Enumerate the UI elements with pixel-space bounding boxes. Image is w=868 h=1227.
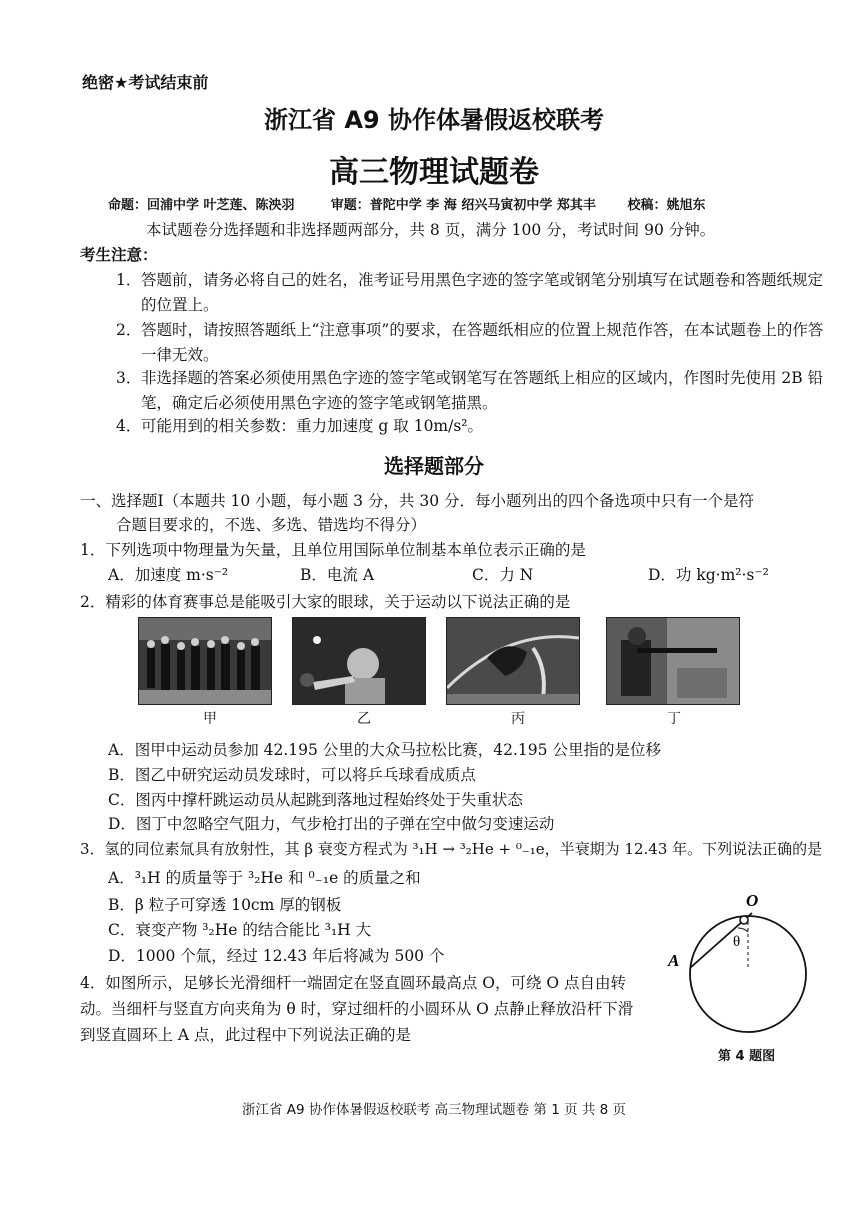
photo-table-tennis — [292, 617, 426, 705]
paper-title: 高三物理试题卷 — [329, 155, 539, 190]
photo-air-rifle — [606, 617, 740, 705]
figure-caption: 第 4 题图 — [718, 1049, 776, 1064]
q3-option-c: C．衰变产物 ³₂He 的结合能比 ³₁H 大 — [108, 921, 372, 939]
notice-item: 1． 答题前，请务必将自己的姓名，准考证号用黑色字迹的签字笔或钢笔分别填写在试题卷和答题纸规定的位置上。 — [116, 271, 824, 314]
photo-label-jia: 甲 — [203, 711, 217, 727]
label-o: O — [746, 891, 759, 910]
q2-option-b: B．图乙中研究运动员发球时，可以将乒乓球看成质点 — [108, 766, 476, 784]
photo-marathon — [138, 617, 272, 705]
photo-label-bing: 丙 — [511, 711, 525, 727]
photo-label-yi: 乙 — [357, 711, 371, 727]
q2-stem: 2．精彩的体育赛事总是能吸引大家的眼球，关于运动以下说法正确的是 — [80, 593, 571, 611]
photo-pole-vault — [446, 617, 580, 705]
q1-option-c: C．力 N — [472, 566, 534, 584]
q3-option-d: D．1000 个氚，经过 12.43 年后将减为 500 个 — [108, 947, 445, 965]
notice-heading: 考生注意： — [80, 246, 158, 264]
secrecy-mark: 绝密★考试结束前 — [82, 73, 209, 92]
q4-stem: 4．如图所示，足够长光滑细杆一端固定在竖直圆环最高点 O，可绕 O 点自由转动。当细杆与竖直方向夹角为 θ 时，穿过细杆的小圆环从 O 点静止释放沿杆下滑到竖直圆环上 A 点，此过程中下列说法正确的是 — [80, 974, 634, 1044]
label-a: A — [668, 951, 680, 970]
section-heading: 选择题部分 — [384, 454, 484, 478]
setter-info: 命题：回浦中学 叶芝莲、陈泱羽 — [108, 198, 295, 213]
reviewer-info: 审题：普陀中学 李 海 绍兴马寅初中学 郑其丰 — [330, 198, 596, 213]
part-instruction-cont: 合题目要求的，不选、多选、错选均不得分） — [116, 516, 427, 534]
q2-option-a: A．图甲中运动员参加 42.195 公里的大众马拉松比赛，42.195 公里指的是位移 — [108, 741, 661, 759]
exam-title: 浙江省 A9 协作体暑假返校联考 — [264, 106, 604, 134]
notice-item: 3． 非选择题的答案必须使用黑色字迹的签字笔或钢笔写在答题纸上相应的区域内，作图时先使用 2B 铅笔，确定后必须使用黑色字迹的签字笔或钢笔描黑。 — [116, 369, 824, 412]
decay-equation: ³₁H → ³₂He + ⁰₋₁e — [412, 840, 545, 858]
authors-line — [108, 194, 706, 213]
q4-figure — [660, 890, 840, 1035]
part-instruction: 一、选择题Ⅰ（本题共 10 小题，每小题 3 分，共 30 分．每小题列出的四个备选项中只有一个是符 — [80, 492, 754, 510]
label-theta: θ — [733, 934, 741, 950]
q3-stem: 3．氢的同位素氚具有放射性，其 β 衰变方程式为 ³₁H → ³₂He + ⁰₋₁e，半衰期为 12.43 年。下列说法正确的是 — [80, 840, 823, 858]
q2-option-d: D．图丁中忽略空气阻力，气步枪打出的子弹在空中做匀变速运动 — [108, 815, 555, 833]
intro-text: 本试题卷分选择题和非选择题两部分，共 8 页，满分 100 分，考试时间 90 分钟。 — [146, 221, 716, 239]
q1-option-a: A．加速度 m·s⁻² — [108, 566, 229, 584]
q2-option-c: C．图丙中撑杆跳运动员从起跳到落地过程始终处于失重状态 — [108, 791, 523, 809]
q1-option-d: D．功 kg·m²·s⁻² — [648, 566, 769, 584]
q1-option-b: B．电流 A — [300, 566, 375, 584]
proof-info: 校稿：姚旭东 — [627, 198, 706, 213]
q3-option-b: B．β 粒子可穿透 10cm 厚的钢板 — [108, 896, 342, 914]
notice-item: 2． 答题时，请按照答题纸上“注意事项”的要求，在答题纸相应的位置上规范作答，在本试题卷上的作答一律无效。 — [116, 321, 824, 364]
q1-stem: 1．下列选项中物理量为矢量，且单位用国际单位制基本单位表示正确的是 — [80, 541, 586, 559]
notice-item: 4． 可能用到的相关参数：重力加速度 g 取 10m/s²。 — [116, 417, 484, 435]
page-footer: 浙江省 A9 协作体暑假返校联考 高三物理试题卷 第 1 页 共 8 页 — [241, 1102, 627, 1118]
photo-label-ding: 丁 — [667, 711, 681, 727]
q3-option-a: A．³₁H 的质量等于 ³₂He 和 ⁰₋₁e 的质量之和 — [108, 869, 421, 887]
